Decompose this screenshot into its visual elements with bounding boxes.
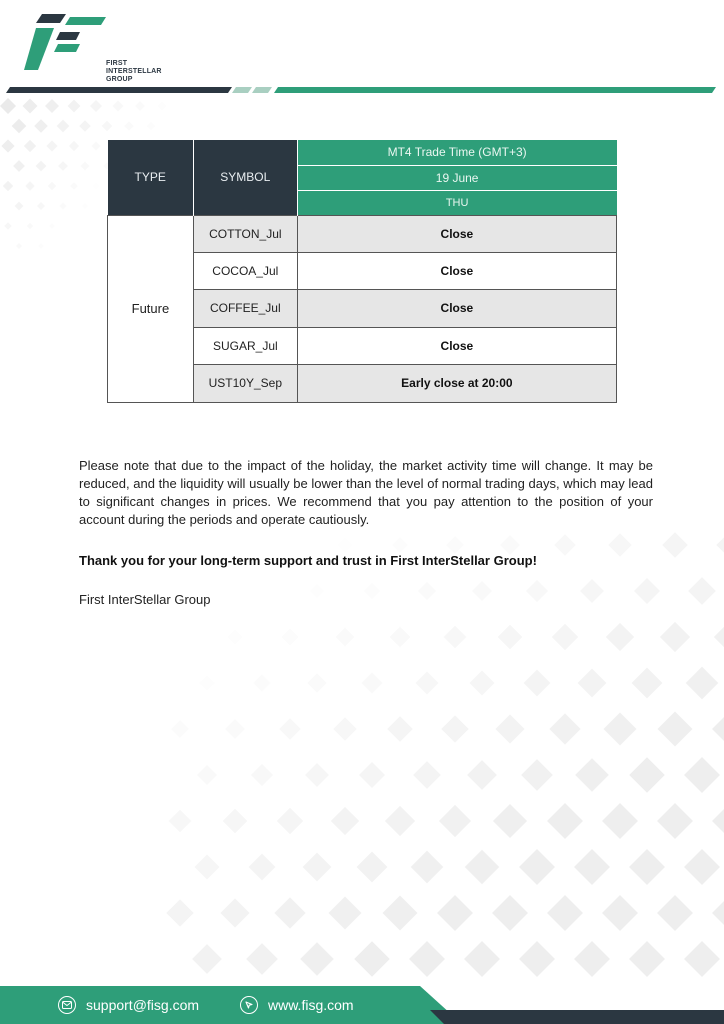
- decorative-diamond: [629, 757, 665, 793]
- decorative-diamond: [521, 759, 553, 791]
- decorative-diamond: [279, 718, 301, 740]
- decorative-diamond: [195, 855, 220, 880]
- decorative-diamond: [34, 119, 48, 133]
- decorative-diamond: [60, 203, 67, 210]
- decorative-diamond: [90, 100, 102, 112]
- decorative-diamond: [38, 243, 43, 248]
- cursor-icon: [240, 996, 258, 1014]
- status-cell: Close: [297, 289, 616, 327]
- decorative-diamond: [657, 803, 693, 839]
- decorative-diamond: [23, 99, 38, 114]
- decorative-diamond: [307, 673, 326, 692]
- decorative-diamond: [25, 181, 34, 190]
- decorative-diamond: [549, 713, 580, 744]
- decorative-diamond: [0, 98, 16, 114]
- symbol-cell: COFFEE_Jul: [193, 289, 297, 327]
- decorative-diamond: [13, 160, 25, 172]
- status-cell: Close: [297, 252, 616, 289]
- decorative-diamond: [660, 622, 690, 652]
- decorative-diamond: [467, 760, 497, 790]
- decorative-diamond: [712, 711, 724, 747]
- decorative-diamond: [3, 181, 13, 191]
- decorative-diamond: [524, 670, 551, 697]
- decorative-diamond: [169, 810, 192, 833]
- decorative-diamond: [70, 182, 77, 189]
- logo-line-3: GROUP: [106, 76, 133, 83]
- decorative-diamond: [411, 851, 444, 884]
- notice-paragraph: Please note that due to the impact of the holiday, the market activity time will change. It may be reduced, and the liquidity will usually be lower than the level of normal trading days, which may lead to significant changes in prices. We recommend that you pay attention to the position of your account during the periods and operate cautiously.: [79, 458, 653, 527]
- decorative-diamond: [441, 715, 468, 742]
- status-cell: Close: [297, 215, 616, 252]
- symbol-cell: UST10Y_Sep: [193, 364, 297, 402]
- decorative-diamond: [714, 621, 724, 653]
- decorative-diamond: [277, 808, 303, 834]
- decorative-diamond: [439, 805, 471, 837]
- decorative-diamond: [712, 803, 724, 839]
- decorative-diamond: [223, 809, 247, 833]
- decorative-diamond: [282, 629, 299, 646]
- decorative-diamond: [602, 895, 638, 931]
- decorative-diamond: [48, 182, 56, 190]
- decorative-diamond: [113, 101, 124, 112]
- decorative-diamond: [24, 140, 36, 152]
- type-cell: Future: [108, 215, 194, 402]
- decorative-diamond: [251, 764, 273, 786]
- decorative-diamond: [15, 202, 24, 211]
- mail-icon: [58, 996, 76, 1014]
- decorative-diamond: [225, 719, 245, 739]
- decorative-diamond: [632, 668, 663, 699]
- decorative-diamond: [547, 895, 583, 931]
- logo-wordmark: [106, 60, 162, 84]
- decorative-diamond: [492, 895, 528, 931]
- decorative-diamond: [228, 630, 243, 645]
- column-header-weekday: THU: [297, 190, 616, 215]
- decorative-diamond: [354, 941, 390, 977]
- decorative-diamond: [147, 122, 156, 131]
- decorative-diamond: [684, 941, 720, 977]
- logo-line-2: INTERSTELLAR: [106, 68, 162, 75]
- decorative-diamond: [603, 712, 636, 745]
- decorative-diamond: [662, 532, 687, 557]
- status-cell: Early close at 20:00: [297, 364, 616, 402]
- decorative-diamond: [199, 675, 214, 690]
- decorative-diamond: [688, 577, 716, 605]
- decorative-diamond: [220, 898, 249, 927]
- decorative-diamond: [27, 223, 34, 230]
- decorative-diamond: [657, 711, 692, 746]
- decorative-diamond: [249, 854, 276, 881]
- decorative-diamond: [57, 120, 70, 133]
- decorative-diamond: [413, 761, 441, 789]
- company-logo: [24, 14, 164, 83]
- decorative-diamond: [36, 161, 47, 172]
- decorative-diamond: [336, 628, 355, 647]
- decorative-diamond: [16, 243, 22, 249]
- footer-website[interactable]: www.fisg.com: [268, 997, 354, 1013]
- decorative-diamond: [684, 849, 720, 885]
- decorative-diamond: [444, 626, 467, 649]
- decorative-diamond: [12, 119, 27, 134]
- decorative-diamond: [464, 941, 500, 977]
- decorative-diamond: [519, 849, 555, 885]
- column-header-date: 19 June: [297, 165, 616, 190]
- decorative-diamond: [712, 895, 724, 931]
- decorative-diamond: [437, 895, 473, 931]
- decorative-diamond: [465, 850, 500, 885]
- decorative-diamond: [37, 202, 45, 210]
- decorative-diamond: [45, 99, 59, 113]
- decorative-diamond: [361, 672, 382, 693]
- decorative-diamond: [575, 758, 609, 792]
- logo-line-1: FIRST: [106, 60, 128, 67]
- decorative-diamond: [135, 101, 145, 111]
- decorative-diamond: [166, 899, 193, 926]
- footer-email-link[interactable]: [58, 996, 199, 1014]
- column-header-trade-time: MT4 Trade Time (GMT+3): [297, 140, 616, 165]
- footer-website-link[interactable]: [240, 996, 354, 1014]
- decorative-diamond: [470, 671, 495, 696]
- decorative-diamond: [602, 803, 638, 839]
- decorative-diamond: [629, 849, 665, 885]
- fisg-logo-mark-icon: [24, 14, 114, 72]
- decorative-diamond: [359, 762, 385, 788]
- decorative-diamond: [409, 941, 445, 977]
- thanks-message: Thank you for your long-term support and trust in First InterStellar Group!: [79, 553, 537, 568]
- decorative-diamond: [684, 757, 720, 793]
- footer-email[interactable]: support@fisg.com: [86, 997, 200, 1013]
- decorative-diamond: [657, 895, 693, 931]
- decorative-diamond: [49, 223, 55, 229]
- decorative-diamond: [46, 140, 57, 151]
- decorative-diamond: [357, 852, 388, 883]
- decorative-diamond: [578, 669, 607, 698]
- decorative-diamond: [69, 141, 79, 151]
- decorative-diamond: [333, 717, 357, 741]
- decorative-diamond: [192, 944, 222, 974]
- decorative-diamond: [519, 941, 555, 977]
- decorative-diamond: [331, 807, 359, 835]
- decorative-diamond: [606, 623, 634, 651]
- decorative-diamond: [387, 716, 412, 741]
- decorative-diamond: [58, 161, 68, 171]
- decorative-diamond: [303, 853, 332, 882]
- decorative-diamond: [574, 849, 610, 885]
- decorative-diamond: [158, 102, 167, 111]
- decorative-diamond: [197, 765, 217, 785]
- decorative-diamond: [305, 763, 329, 787]
- decorative-diamond: [82, 203, 88, 209]
- signature: First InterStellar Group: [79, 592, 211, 607]
- decorative-diamond: [79, 120, 91, 132]
- status-cell: Close: [297, 327, 616, 364]
- table-row: [108, 215, 617, 252]
- notice-content: [79, 457, 653, 607]
- decorative-diamond: [552, 624, 578, 650]
- column-header-symbol: SYMBOL: [193, 140, 297, 215]
- decorative-diamond: [385, 806, 415, 836]
- decorative-diamond: [91, 141, 100, 150]
- decorative-diamond: [300, 942, 334, 976]
- decorative-diamond: [415, 671, 438, 694]
- decorative-diamond: [716, 531, 724, 558]
- decorative-diamond: [171, 720, 189, 738]
- column-header-type: TYPE: [108, 140, 194, 215]
- decorative-diamond: [1, 139, 14, 152]
- decorative-diamond: [493, 804, 527, 838]
- symbol-cell: COCOA_Jul: [193, 252, 297, 289]
- symbol-cell: COTTON_Jul: [193, 215, 297, 252]
- decorative-diamond: [4, 222, 12, 230]
- decorative-diamond: [246, 943, 278, 975]
- decorative-diamond: [93, 183, 99, 189]
- decorative-diamond: [629, 941, 665, 977]
- decorative-diamond: [68, 100, 81, 113]
- decorative-diamond: [686, 667, 719, 700]
- decorative-diamond: [124, 121, 134, 131]
- decorative-diamond: [390, 627, 411, 648]
- header-divider: [0, 86, 724, 96]
- decorative-diamond: [81, 162, 90, 171]
- decorative-diamond: [547, 803, 583, 839]
- decorative-diamond: [498, 625, 522, 649]
- decorative-diamond: [495, 714, 524, 743]
- decorative-diamond: [253, 674, 270, 691]
- decorative-diamond: [328, 896, 361, 929]
- decorative-diamond: [274, 897, 305, 928]
- symbol-cell: SUGAR_Jul: [193, 327, 297, 364]
- trade-time-table: [107, 140, 617, 403]
- decorative-diamond: [102, 121, 113, 132]
- decorative-diamond: [574, 941, 610, 977]
- decorative-diamond: [382, 895, 417, 930]
